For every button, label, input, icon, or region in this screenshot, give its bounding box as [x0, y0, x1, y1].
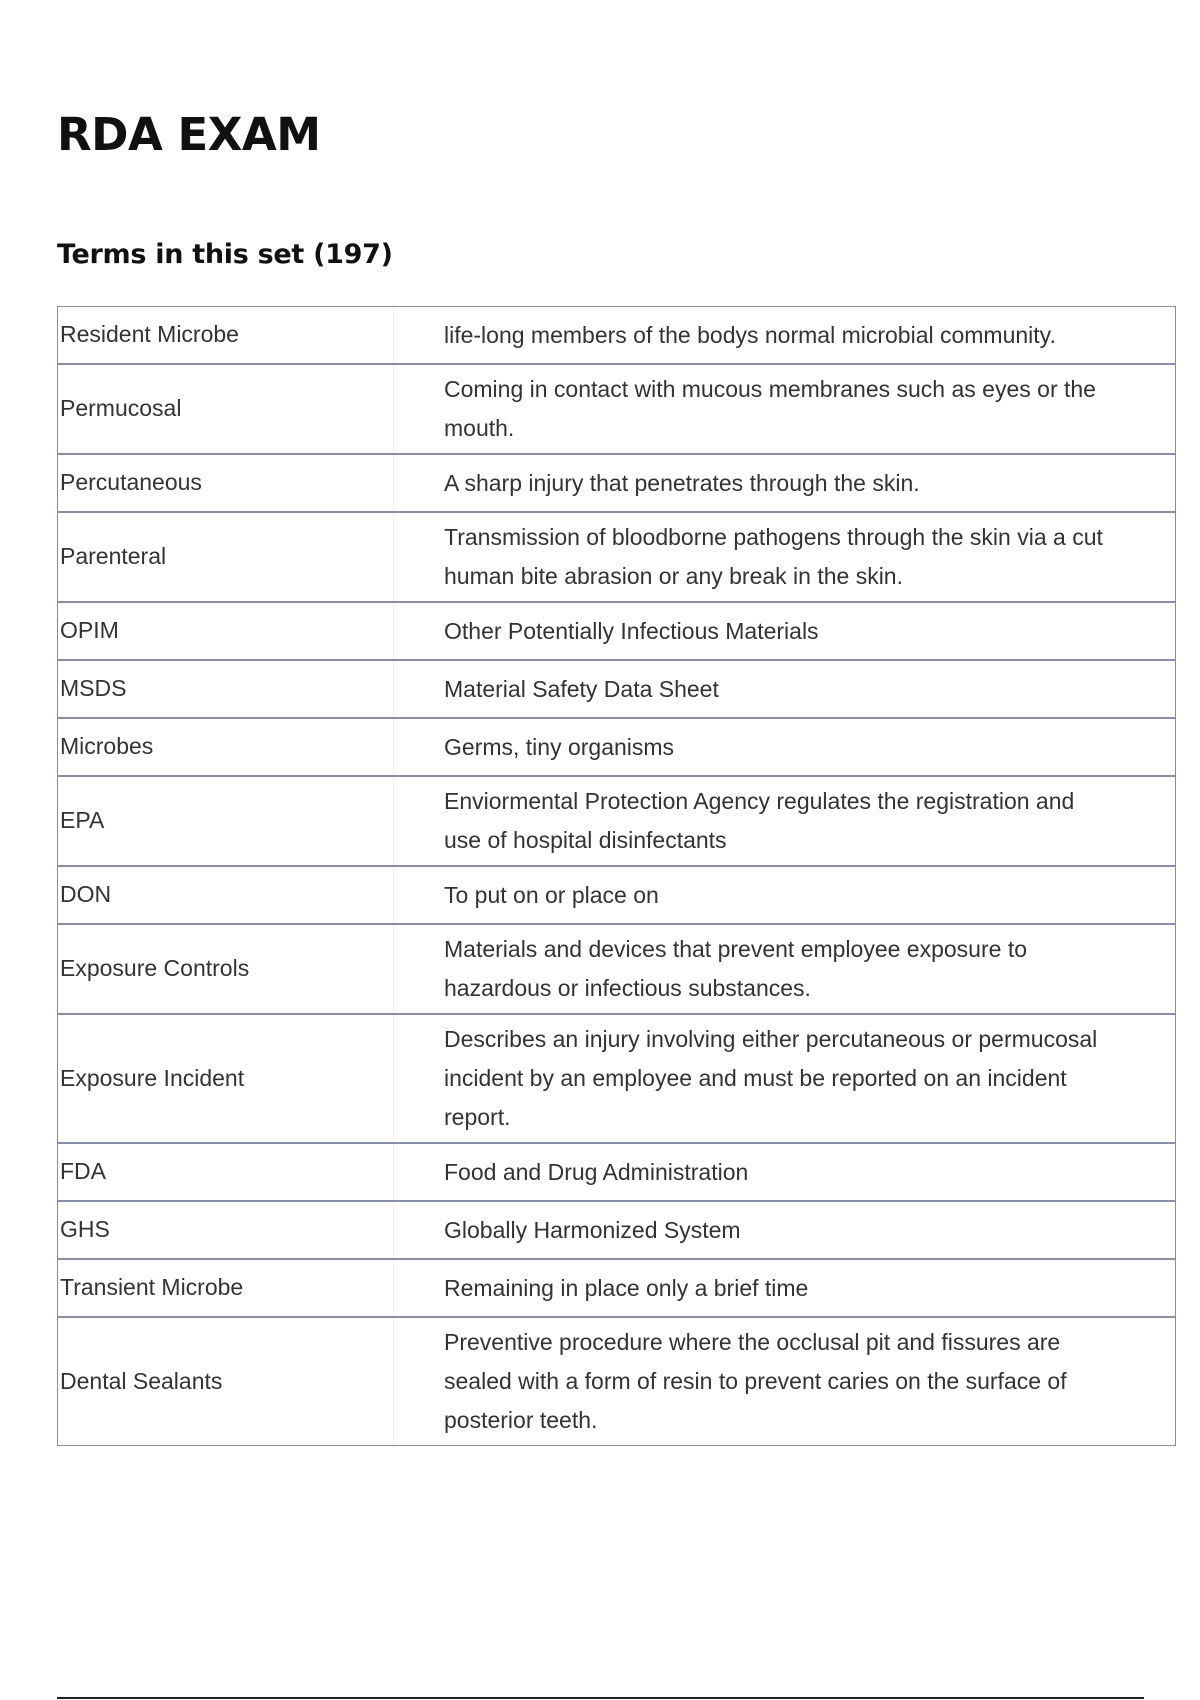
term-cell: Exposure Incident	[58, 1015, 394, 1142]
table-row	[58, 1013, 1175, 1142]
definition-cell: Enviormental Protection Agency regulates the registration and use of hospital disinfectants	[444, 788, 1075, 853]
table-row	[58, 601, 1175, 659]
table-row	[58, 1142, 1175, 1200]
definition-cell: Describes an injury involving either percutaneous or permucosal incident by an employee and must be reported on an incident report.	[444, 1026, 1098, 1130]
term-cell: Transient Microbe	[58, 1260, 394, 1316]
table-row	[58, 923, 1175, 1013]
term-cell: OPIM	[58, 603, 394, 659]
term-cell: Percutaneous	[58, 455, 394, 511]
definition-cell: Preventive procedure where the occlusal pit and fissures are sealed with a form of resin to prevent caries on the surface of posterior teeth.	[444, 1329, 1067, 1433]
page-title: RDA EXAM	[57, 108, 321, 161]
table-row	[58, 1200, 1175, 1258]
definition-cell: To put on or place on	[444, 881, 659, 908]
table-row	[58, 865, 1175, 923]
definition-cell: Germs, tiny organisms	[444, 733, 675, 760]
definition-cell: life-long members of the bodys normal microbial community.	[444, 321, 1056, 348]
term-cell: Microbes	[58, 719, 394, 775]
table-row	[58, 363, 1175, 453]
term-cell: Exposure Controls	[58, 925, 394, 1013]
term-cell: DON	[58, 867, 394, 923]
term-cell: Permucosal	[58, 365, 394, 453]
definition-cell: Remaining in place only a brief time	[444, 1274, 809, 1301]
table-row	[58, 717, 1175, 775]
definition-cell: Material Safety Data Sheet	[444, 675, 719, 702]
table-row	[58, 1258, 1175, 1316]
term-cell: Dental Sealants	[58, 1318, 394, 1445]
table-row	[58, 307, 1175, 363]
terms-table	[57, 306, 1176, 1446]
term-cell: MSDS	[58, 661, 394, 717]
footer-divider	[57, 1697, 1144, 1699]
definition-cell: Coming in contact with mucous membranes such as eyes or the mouth.	[444, 376, 1096, 441]
definition-cell: Materials and devices that prevent employee exposure to hazardous or infectious substances.	[444, 936, 1027, 1001]
term-cell: FDA	[58, 1144, 394, 1200]
table-row	[58, 659, 1175, 717]
term-cell: GHS	[58, 1202, 394, 1258]
definition-cell: Food and Drug Administration	[444, 1158, 749, 1185]
term-cell: Resident Microbe	[58, 307, 394, 363]
term-cell: EPA	[58, 777, 394, 865]
set-heading: Terms in this set (197)	[57, 239, 393, 270]
table-row	[58, 453, 1175, 511]
table-row	[58, 1316, 1175, 1445]
definition-cell: Other Potentially Infectious Materials	[444, 617, 819, 644]
definition-cell: A sharp injury that penetrates through the skin.	[444, 469, 920, 496]
definition-cell: Globally Harmonized System	[444, 1216, 741, 1243]
term-cell: Parenteral	[58, 513, 394, 601]
definition-cell: Transmission of bloodborne pathogens through the skin via a cut human bite abrasion or any break in the skin.	[444, 524, 1103, 589]
table-row	[58, 511, 1175, 601]
table-row	[58, 775, 1175, 865]
